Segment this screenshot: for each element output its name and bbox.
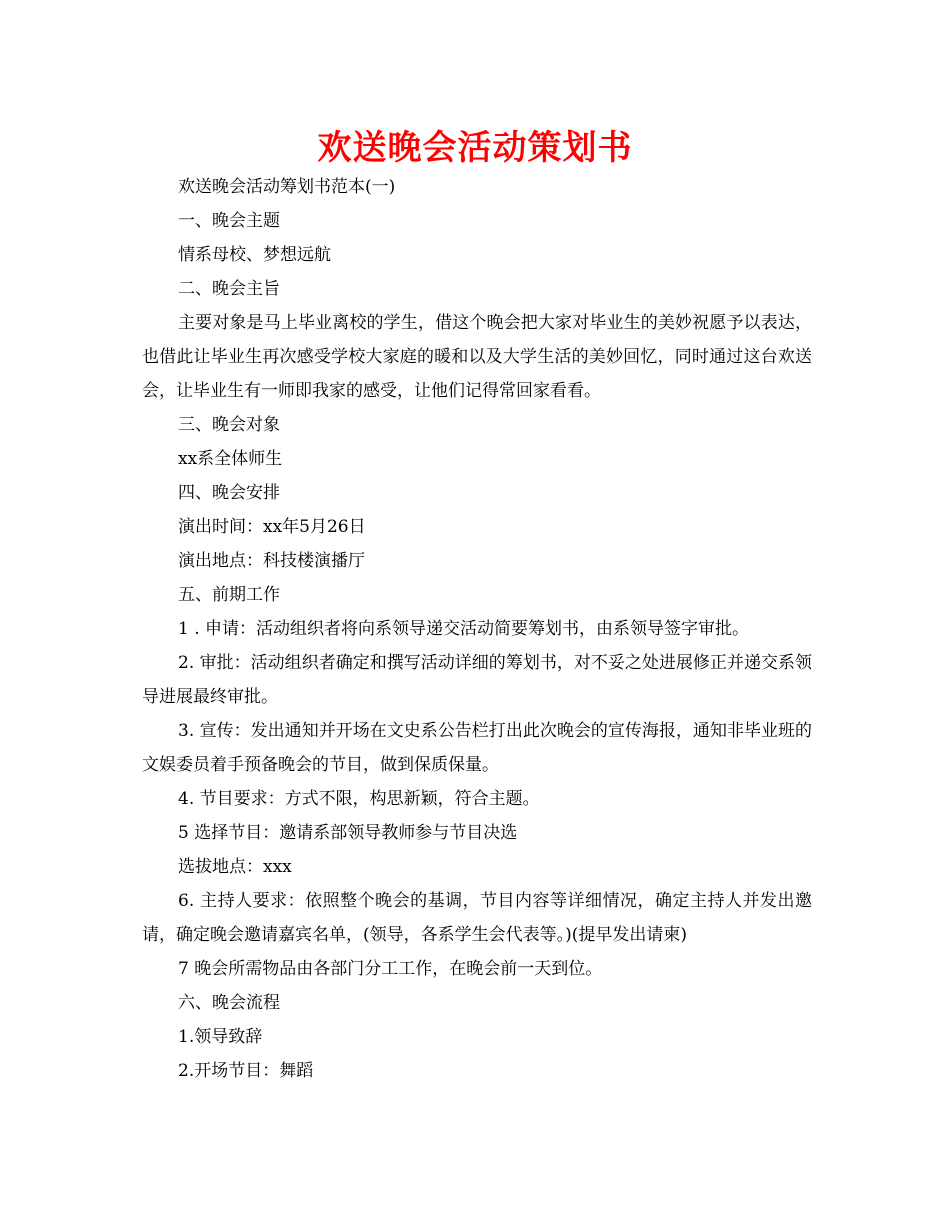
paragraph-location: 演出地点：科技楼演播厅	[178, 551, 365, 571]
list-item-host-requirements: 6. 主持人要求：依照整个晚会的基调，节目内容等详细情况，确定主持人并发出邀请，确定晚会邀请嘉宾名单，(领导，各系学生会代表等。)(提早发出请柬)	[142, 891, 812, 945]
paragraph-theme: 情系母校、梦想远航	[178, 245, 331, 265]
section-heading-audience: 三、晚会对象	[178, 415, 280, 435]
list-item-application: 1 . 申请：活动组织者将向系领导递交活动简要筹划书，由系领导签字审批。	[178, 619, 750, 639]
list-item-opening-dance: 2.开场节目：舞蹈	[178, 1061, 314, 1081]
document-title: 欢送晚会活动策划书	[317, 128, 633, 168]
section-heading-theme: 一、晚会主题	[178, 211, 280, 231]
paragraph-purpose: 主要对象是马上毕业离校的学生，借这个晚会把大家对毕业生的美妙祝愿予以表达，也借此让毕业生再次感受学校大家庭的暖和以及大学生活的美妙回忆，同时通过这台欢送会，让毕业生有一师即我家的感受，让他们记得常回家看看。	[142, 313, 812, 401]
section-heading-purpose: 二、晚会主旨	[178, 279, 280, 299]
list-item-leader-speech: 1.领导致辞	[178, 1027, 263, 1047]
paragraph-audience: xx系全体师生	[178, 449, 283, 469]
document-body	[142, 170, 812, 1088]
list-item-program-requirements: 4. 节目要求：方式不限，构思新颖，符合主题。	[178, 789, 540, 809]
paragraph-time: 演出时间：xx年5月26日	[178, 517, 366, 537]
paragraph-subtitle: 欢送晚会活动筹划书范本(一)	[178, 177, 396, 197]
section-heading-arrangement: 四、晚会安排	[178, 483, 280, 503]
section-heading-preparation: 五、前期工作	[178, 585, 280, 605]
paragraph-selection-location: 选拔地点：xxx	[178, 857, 292, 877]
list-item-supplies: 7 晚会所需物品由各部门分工工作，在晚会前一天到位。	[178, 959, 603, 979]
list-item-program-selection: 5 选择节目：邀请系部领导教师参与节目决选	[178, 823, 518, 843]
list-item-publicity: 3. 宣传：发出通知并开场在文史系公告栏打出此次晚会的宣传海报，通知非毕业班的文娱委员着手预备晚会的节目，做到保质保量。	[142, 721, 812, 775]
list-item-approval: 2. 审批：活动组织者确定和撰写活动详细的筹划书，对不妥之处进展修正并递交系领导进展最终审批。	[142, 653, 812, 707]
section-heading-program-flow: 六、晚会流程	[178, 993, 280, 1013]
